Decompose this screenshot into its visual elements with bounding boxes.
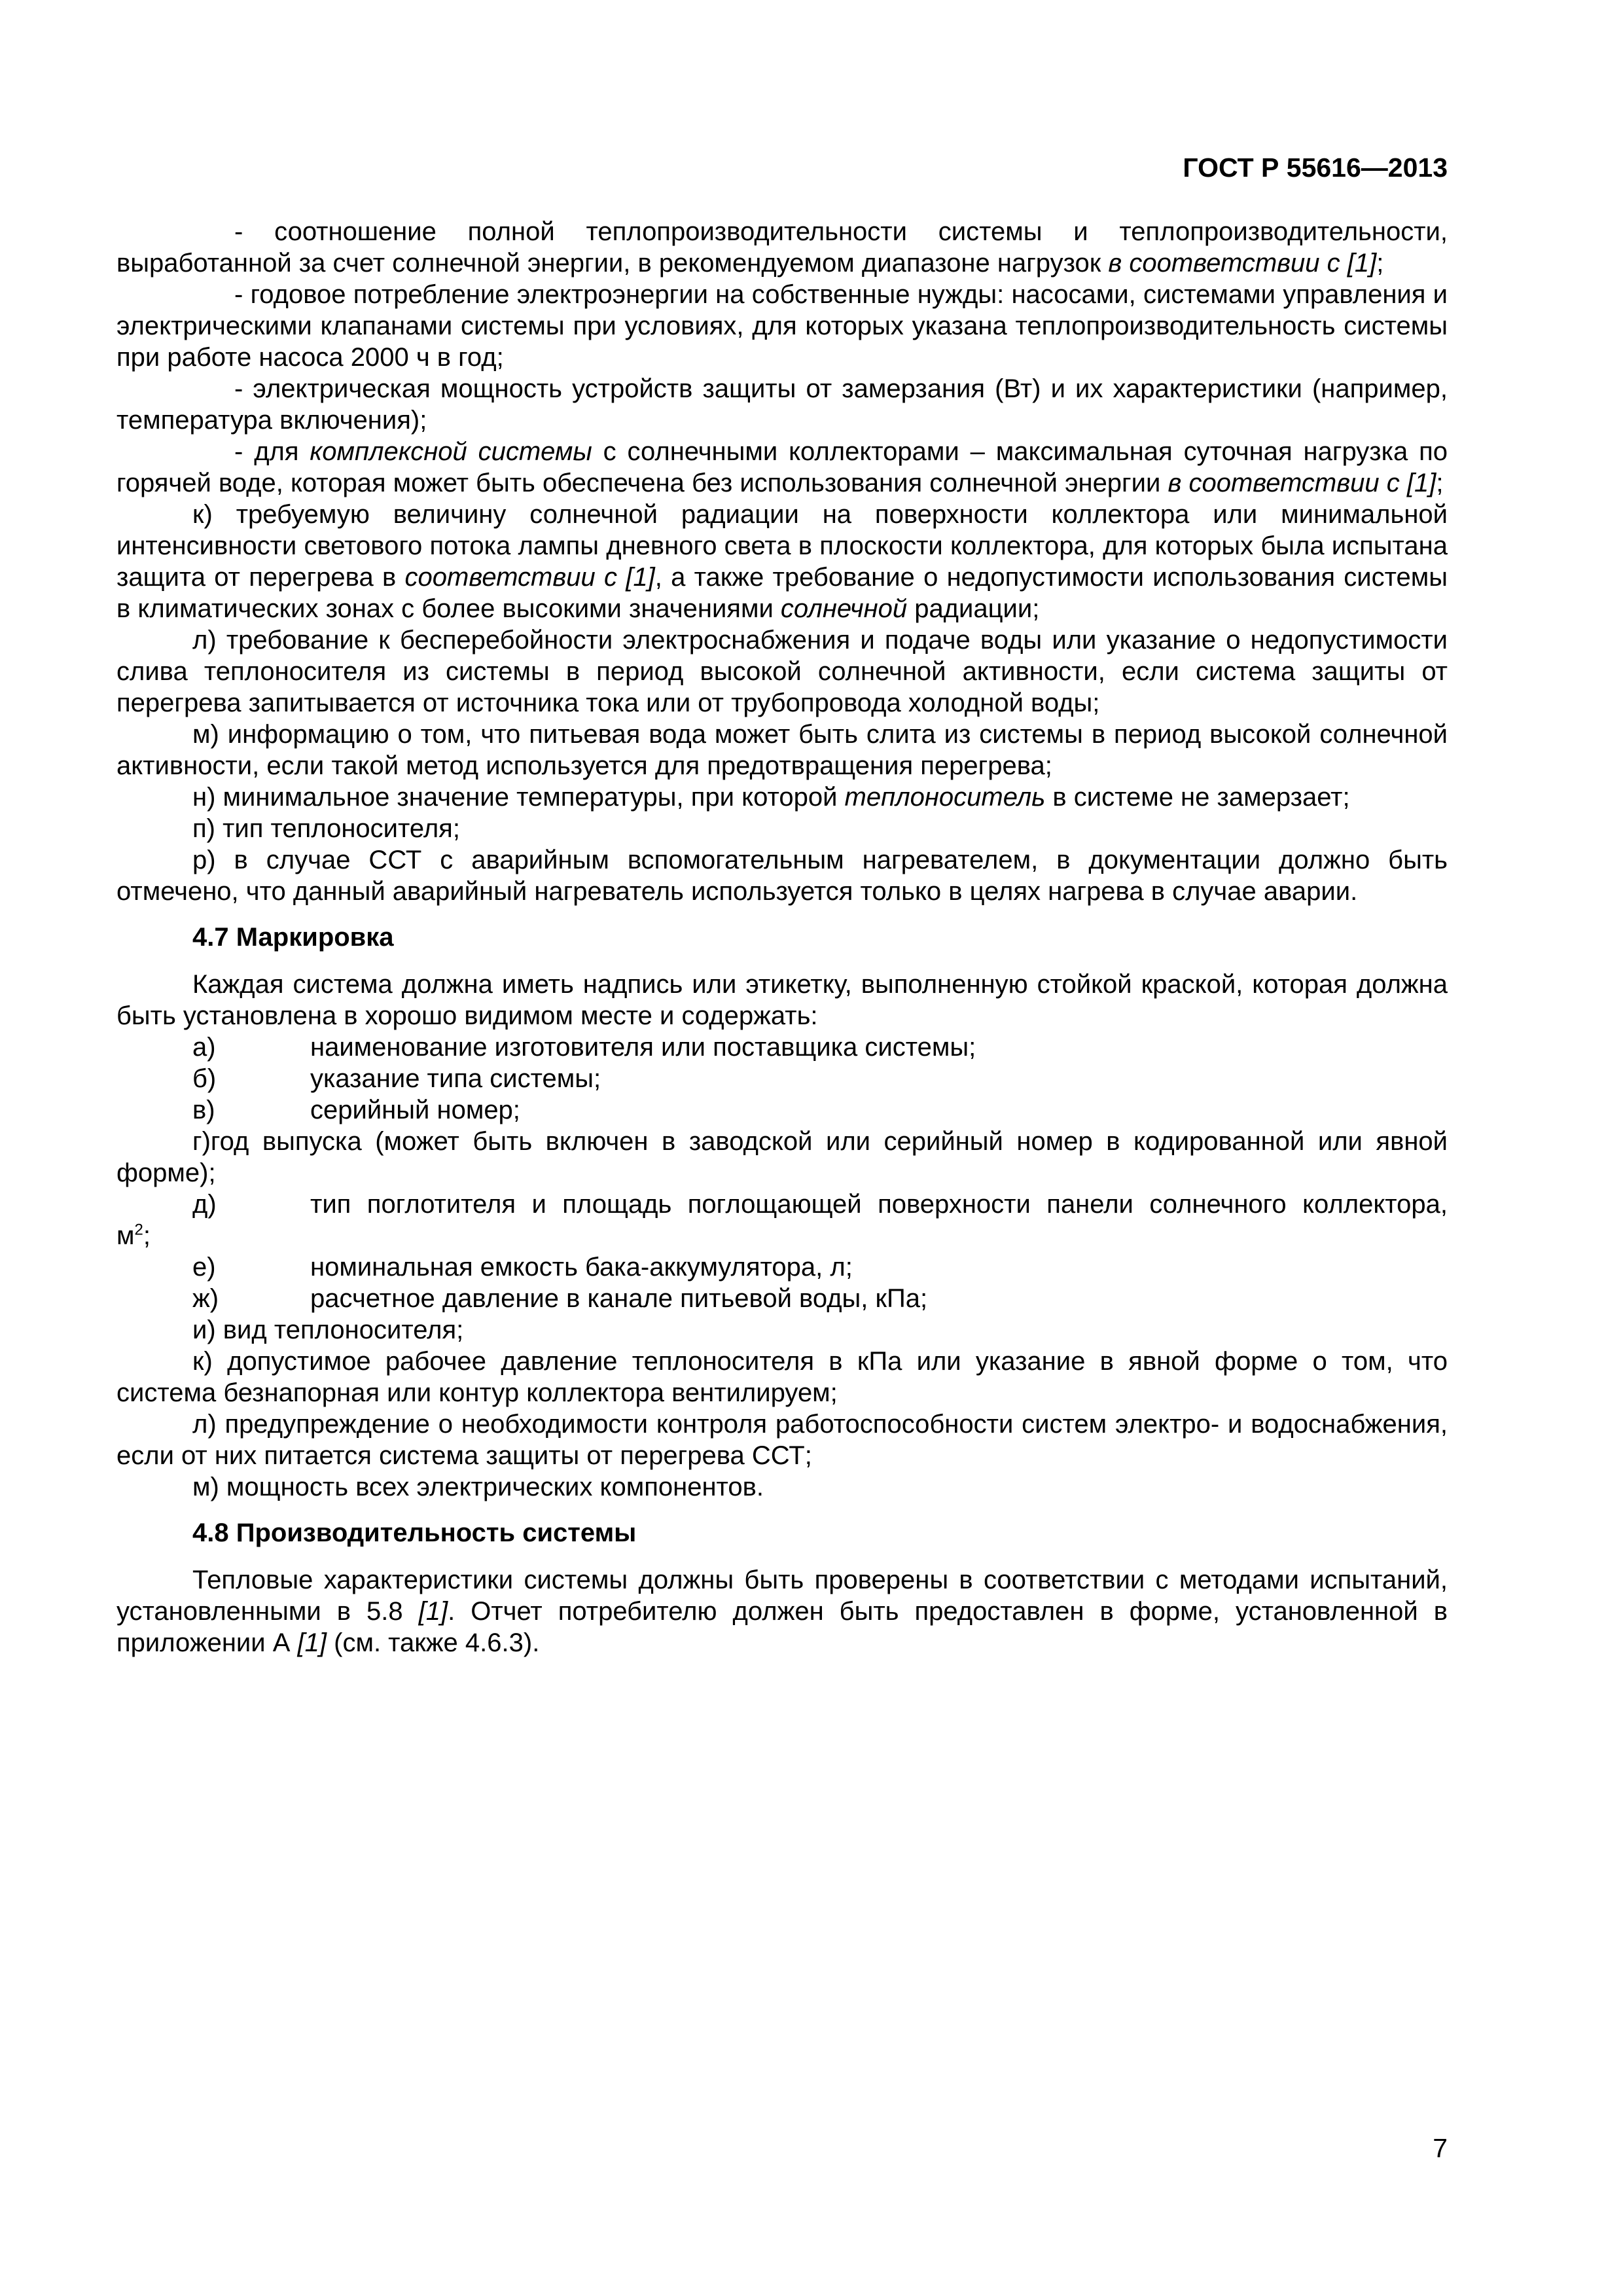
marking-item-i: и) вид теплоносителя;: [192, 1316, 464, 1344]
paragraph-k-radiation: к) требуемую величину солнечной радиации на поверхности коллектора или минимальной интенсивности светового потока лампы дневного света в плоскости коллектора, для которых была испытана защита от перегрева в соответствии с [1], а также требование о недопустимости использования системы в климатических зонах с более высокими значениями солнечной радиации;: [116, 500, 1448, 623]
marking-item-g: г)год выпуска (может быть включен в заводской или серийный номер в кодированной или явной форме);: [116, 1127, 1448, 1187]
marking-item-zh: [116, 1283, 1448, 1314]
marking-item-text: номинальная емкость бака-аккумулятора, л;: [310, 1253, 853, 1282]
list-item-heat-ratio: - соотношение полной теплопроизводительности системы и теплопроизводительности, выработанной за счет солнечной энергии, в рекомендуемом диапазоне нагрузок в соответствии с [1];: [116, 217, 1448, 278]
marking-item-b: [116, 1063, 1448, 1094]
marking-item-letter: а): [192, 1033, 216, 1062]
marking-item-text: расчетное давление в канале питьевой воды, кПа;: [310, 1284, 928, 1313]
document-body: [116, 216, 1448, 1659]
marking-item-letter: д): [192, 1190, 217, 1219]
section-title-performance: 4.8 Производительность системы: [192, 1518, 637, 1547]
marking-item-a: [116, 1031, 1448, 1063]
marking-item-text: наименование изготовителя или поставщика системы;: [310, 1033, 976, 1062]
list-item-frost-protection: - электрическая мощность устройств защиты от замерзания (Вт) и их характеристики (например, температура включения);: [116, 374, 1448, 435]
marking-item-text: серийный номер;: [310, 1096, 520, 1124]
marking-item-letter: в): [192, 1096, 215, 1124]
marking-item-letter: е): [192, 1253, 216, 1282]
marking-item-m: м) мощность всех электрических компонентов.: [192, 1473, 764, 1501]
marking-item-l: л) предупреждение о необходимости контроля работоспособности систем электро- и водоснабжения, если от них питается система защиты от перегрева ССТ;: [116, 1410, 1448, 1470]
list-item-power-consumption: - годовое потребление электроэнергии на собственные нужды: насосами, системами управления и электрическими клапанами системы при условиях, для которых указана теплопроизводительность системы при работе насоса 2000 ч в год;: [116, 280, 1448, 372]
section-title-marking: 4.7 Маркировка: [192, 923, 394, 952]
paragraph-l-power-supply: л) требование к бесперебойности электроснабжения и подаче воды или указание о недопустимости слива теплоносителя из системы в период высокой солнечной активности, если система защиты от перегрева запитывается от источника тока или от трубопровода холодной воды;: [116, 626, 1448, 717]
marking-item-text: тип поглотителя и площадь поглощающей поверхности панели солнечного коллектора,: [310, 1190, 1448, 1219]
paragraph-r-emergency-heater: р) в случае ССТ с аварийным вспомогательным нагревателем, в документации должно быть отмечено, что данный аварийный нагреватель используется только в целях нагрева в случае аварии.: [116, 846, 1448, 906]
performance-paragraph: Тепловые характеристики системы должны быть проверены в соответствии с методами испытаний, установленными в 5.8 [1]. Отчет потребителю должен быть предоставлен в форме, установленной в приложении А [1] (см. также 4.6.3).: [116, 1566, 1448, 1657]
marking-item-letter: ж): [192, 1284, 219, 1313]
marking-intro: Каждая система должна иметь надпись или этикетку, выполненную стойкой краской, которая должна быть установлена в хорошо видимом месте и содержать:: [116, 970, 1448, 1030]
marking-item-v: [116, 1094, 1448, 1126]
marking-item-d: [116, 1189, 1448, 1220]
marking-item-letter: б): [192, 1064, 217, 1093]
document-number-header: ГОСТ Р 55616—2013: [1183, 152, 1448, 183]
page-number: 7: [1433, 2133, 1448, 2163]
marking-item-k: к) допустимое рабочее давление теплоносителя в кПа или указание в явной форме о том, что система безнапорная или контур коллектора вентилируем;: [116, 1347, 1448, 1407]
paragraph-m-drinking-water: м) информацию о том, что питьевая вода может быть слита из системы в период высокой солнечной активности, если такой метод используется для предотвращения перегрева;: [116, 720, 1448, 780]
marking-item-e: [116, 1251, 1448, 1283]
list-item-complex-system: - для комплексной системы с солнечными коллекторами – максимальная суточная нагрузка по горячей воде, которая может быть обеспечена без использования солнечной энергии в соответствии с [1];: [116, 437, 1448, 497]
paragraph-n-min-temperature: н) минимальное значение температуры, при которой теплоноситель в системе не замерзает;: [192, 783, 1350, 812]
paragraph-p-heat-carrier-type: п) тип теплоносителя;: [192, 814, 460, 843]
marking-item-text: указание типа системы;: [310, 1064, 601, 1093]
marking-item-d-unit: $м^2$;: [116, 1221, 151, 1250]
